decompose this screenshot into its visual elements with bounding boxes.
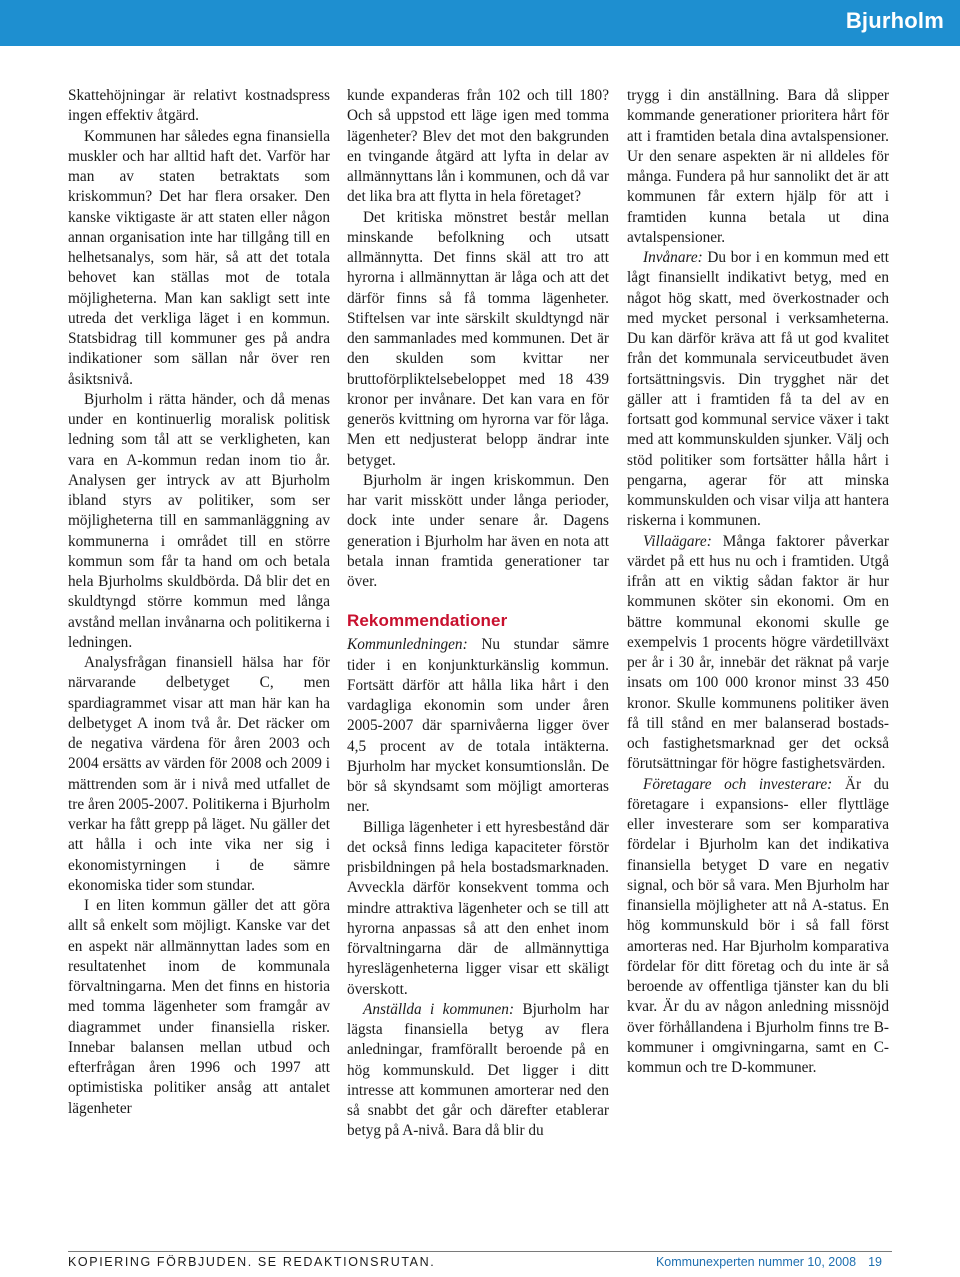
paragraph: Bjurholm är ingen kriskommun. Den har varit misskött under långa perioder, dock inte under senare år. Dagens generation i Bjurholm har även en nota att betala innan framtida generationer tar över. [347, 471, 609, 590]
paragraph: Billiga lägenheter i ett hyresbestånd där det också finns lediga kapaciteter förstör prisbildningen på hela bostadsmarknaden. Avveckla därför konsekvent tomma och mindre attraktiva lägenheter och se till att hyrorna anpassas så att den enhet inom förvaltningarna där de allmännyttiga hyreslägenheterna ligger visar ett skäligt överskott. [347, 818, 609, 998]
paragraph: I en liten kommun gäller det att göra allt så enkelt som möjligt. Kanske var det en aspekt när allmännyttan lades som en resultatenhet inom de kommunala förvaltningarna. Men det finns en historia med tomma lägenheter som framgår av diagrammet under finansiella risker. Innebar balansen mellan utbud och efterfrågan åren 1996 och 1997 att optimistiska politiker ansåg att antalet lägenheter [68, 897, 330, 1117]
column-3 [627, 86, 889, 1078]
paragraph: Det kritiska mönstret består mellan minskande befolkning och utsatt allmännytta. Det finns skäl att tro att hyrorna i allmännyttan är låga och att det därför finns så få tomma lägenheter. Stiftelsen var inte särskilt skuldtyngd när den sammanlades med kommunen. Det är den skulden som kvittar ner bruttoförpliktelsebeloppet med 18 439 kronor per invånare. Det kan vara en för generös kvittning om hyrorna var för låga. Men ett nedjusterat belopp ändrar inte betyget. [347, 208, 609, 469]
recommendation-anstallda [347, 1000, 609, 1142]
recommendation-label: Företagare och investerare: [643, 775, 833, 793]
recommendation-kommunledningen [347, 635, 609, 817]
footer-divider [68, 1251, 892, 1252]
paragraph: Kommunen har således egna finansiella muskler och har alltid haft det. Varför har man av staten betraktats som kriskommun? Det har flera orsaker. Den kanske viktigaste är att staten eller någon annan organisation inte har tillgång till en helhetsanalys, som här, så att det totala behovet kan ställas mot de totala möjligheterna. Man kan sakligt sett inte utreda det verkliga läget i en kommun. Statsbidrag till kommuner ges på andra indikationer som sällan når över ren åsiktsnivå. [68, 127, 330, 388]
recommendation-text: Många faktorer påverkar värdet på ett hus nu och i framtiden. Utgå ifrån att en viktig sådan faktor är hur kommunen sköter sin ekonomi. Om en bättre kommunal ekonomi skulle ge exempelvis 1 procents högre värdetillväxt per år i 30 år, innebär det räknat på varje insats om 100 000 kronor minst 33 450 kronor. Skulle kommunens politiker även få till stånd en mer balanserad bostads- och fastighetsmarknad ger det också förutsättningar för högre fastighetsvärden. [627, 532, 889, 773]
recommendation-label: Invånare: [643, 249, 703, 266]
recommendation-villaagare [627, 532, 889, 775]
recommendation-foretagare [627, 775, 889, 1079]
column-2 [347, 86, 609, 1142]
recommendation-text: Nu stundar sämre tider i en konjunkturkänslig kommun. Fortsätt därför att hålla lika hårt i den vardagliga ekonomin som under åren 2005-2007 där sparnivåerna ligger över 4,5 procent av de totala intäkterna. Bjurholm har mycket konsumtionslån. De bör så skyndsamt som möjligt amorteras ner. [347, 636, 609, 816]
header-bar [0, 0, 960, 46]
recommendation-text: Är du företagare i expansions- eller flyttläge eller investerare som ser komparativa fördelar i Bjurholm kan det indikativa finansiella betyget D vare en negativ signal, och bör så vara. Men Bjurholm har finansiella möjligheter att nå A-status. En hög kommunskuld bör i så fall först amorteras ned. Har Bjurholm komparativa fördelar för ditt företag och du inte är så beroende av offentliga tjänster kan du bli kvar. Är du av någon anledning missnöjd över förhållandena i Bjurholm finns tre B-kommuner i omgivningarna, samt en C-kommun och tre D-kommuner. [627, 775, 889, 1076]
page-title: Bjurholm [845, 8, 944, 33]
paragraph: trygg i din anställning. Bara då slipper kommande generationer prioritera hårt för att i framtiden betala dina avtalspensioner. Ur den senare aspekten är ni alldeles för många. Fundera på hur sannolikt det är att kommunen får extern hjälp för att i framtiden kunna betala ut dina avtalspensioner. [627, 87, 889, 246]
publication-name: Kommunexperten nummer 10, 2008 [655, 1255, 857, 1269]
section-heading: Rekommendationer [347, 611, 508, 631]
recommendation-label: Anställda i kommunen: [363, 1000, 515, 1018]
recommendation-label: Kommunledningen: [347, 636, 468, 654]
recommendation-invanare [627, 248, 889, 532]
recommendation-text: Bjurholm har lägsta finansiella betyg av flera anledningar, framförallt beroende på en hög kommunskuld. Det ligger i ditt intresse att kommunen amorterar ned den så snabbt det går och därefter etablerar betyg på A-nivå. Bara då blir du [347, 1000, 610, 1140]
copyright-notice: KOPIERING FÖRBJUDEN. SE REDAKTIONSRUTAN. [68, 1255, 436, 1269]
page-number: 19 [868, 1255, 882, 1269]
paragraph: Bjurholm i rätta händer, och då menas under en kontinuerlig moralisk politisk ledning som tål att se verkligheten, kan vara en A-kommun redan inom tio år. Analysen ger intryck av att Bjurholm ibland styrs av politiker, som ser möjligheterna till en sammanläggning av kommunerna i området till en större kommun som får ta hand om och betala hela Bjurholms skuldbörda. Då blir det en skuldtyngd större kommun med långa avstånd mellan invånarna och politikerna i ledningen. [68, 390, 330, 651]
column-1 [68, 86, 330, 1119]
paragraph: kunde expanderas från 102 och till 180? Och så uppstod ett läge igen med tomma lägenheter? Blev det mot den bakgrunden en tvingande åtgärd att lyfta in delar av allmännyttans lån i kommunen, och då var det lika bra att flytta in hela företaget? [347, 87, 609, 206]
paragraph: Skattehöjningar är relativt kostnadspress ingen effektiv åtgärd. [68, 87, 330, 125]
footer-publication [656, 1255, 882, 1269]
recommendation-text: Du bor i en kommun med ett lågt finansiellt indikativt betyg, med en något hög skatt, med överkostnader och med mycket personal i verksamheterna. Du kan därför kräva att få ut god kvalitet från det kommunala serviceutbudet även fortsättningsvis. Din trygghet när det gäller att i framtiden få ta del av en fortsatt god kommunal service växer i takt med att kommunskulden sjunker. Välj och stöd politiker som fortsätter hålla hårt i pengarna, agerar för att minska kommunskulden och visar vilja att hantera riskerna i kommunen. [627, 249, 889, 530]
recommendation-label: Villaägare: [643, 532, 712, 550]
paragraph: Analysfrågan finansiell hälsa har för närvarande delbetyget C, men spardiagrammet visar att man här kan ha delbetyget A inom två år. Det räcker om de negativa värdena för åren 2003 och 2004 ersätts av värden för 2008 och 2009 i mättrenden som är i nivå med utfallet de tre åren 2005-2007. Politikerna i Bjurholm verkar ha fått grepp på läget. Nu gäller det att hålla i och inte vika ner sig i ekonomistyrningen i de sämre ekonomiska tider som stundar. [68, 654, 330, 894]
